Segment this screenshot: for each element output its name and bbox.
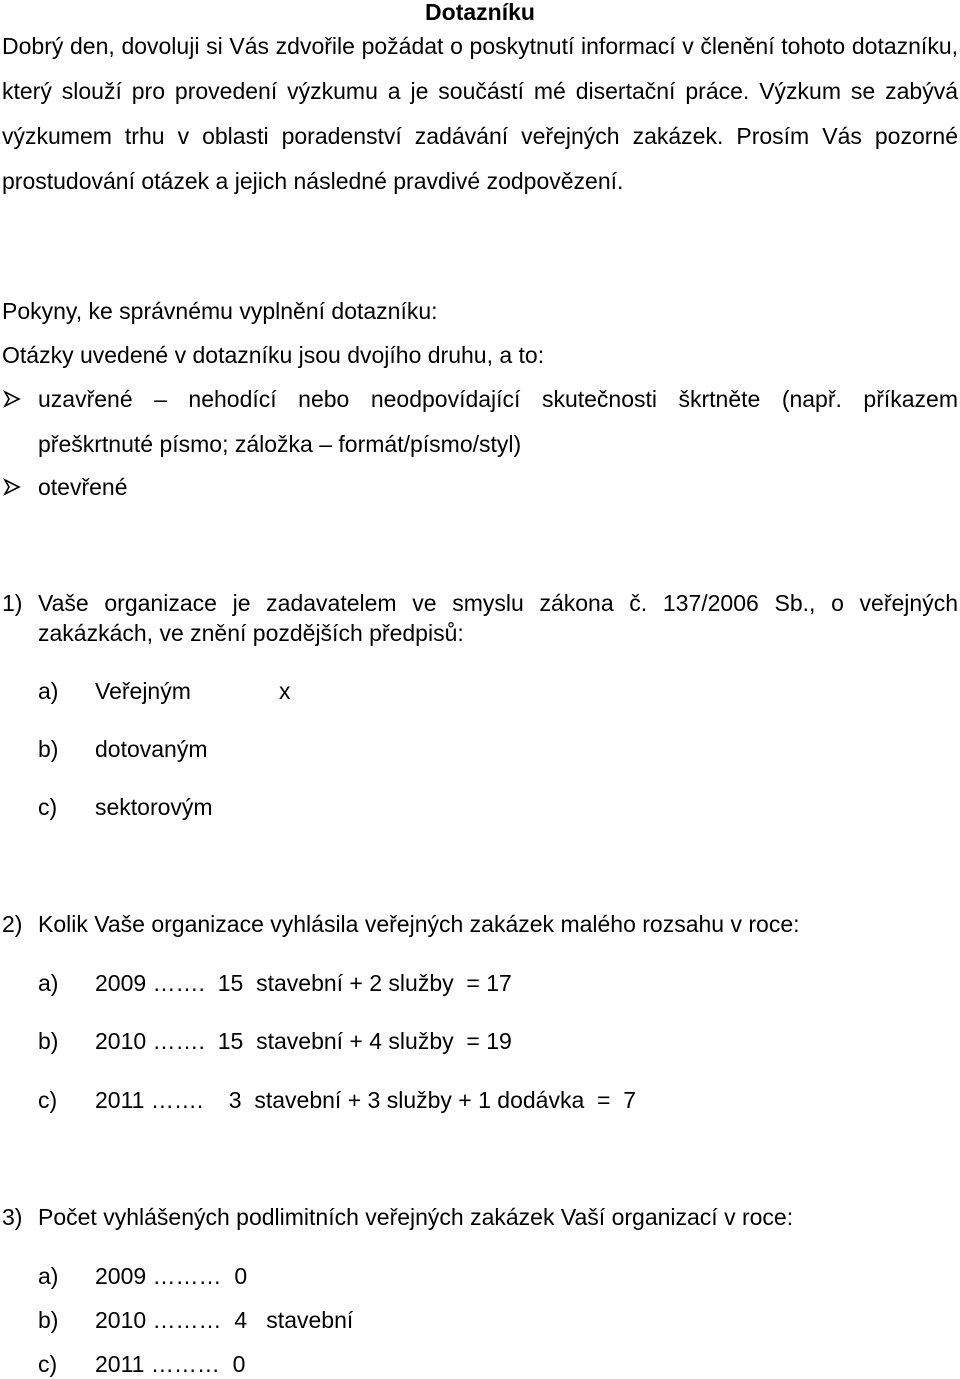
option-letter: b) [38,1028,59,1054]
option-letter: c) [38,794,58,820]
option-letter: c) [38,1351,58,1377]
option-text: 2010 ……. 15 stavební + 4 služby = 19 [95,1028,512,1054]
bullet-closed-line2: přeškrtnuté písmo; záložka – formát/písmo/styl) [38,431,522,457]
question-number: 2) [2,911,23,937]
intro-paragraph: Dobrý den, dovoluji si Vás zdvořile požádat o poskytnutí informací v členění tohoto dotazníku, který slouží pro provedení výzkumu a je součástí mé disertační práce. Výzkum se zabývá výzkumem trhu v oblasti poradenství zadávání veřejných zakázek. Prosím Vás pozorné prostudování otázek a jejich následné pravdivé zodpovězení. [2,33,958,194]
arrow-bullet-icon [3,473,21,501]
option-text: 2009 ……. 15 stavební + 2 služby = 17 [95,970,512,996]
option-text: sektorovým [95,794,213,820]
bullet-closed-line1: uzavřené – nehodící nebo neodpovídající skutečnosti škrtněte (např. příkazem [38,386,958,412]
option-letter: b) [38,736,59,762]
question-number: 3) [2,1204,23,1230]
option-text: 2010 ……… 4 stavební [95,1307,354,1333]
option-letter: a) [38,1263,59,1289]
option-text: 2011 ……… 0 [95,1351,246,1377]
question-text-line1: Kolik Vaše organizace vyhlásila veřejných zakázek malého rozsahu v roce: [38,911,800,937]
arrow-bullet-icon [3,385,21,413]
instructions-heading: Pokyny, ke správnému vyplnění dotazníku: [2,298,438,324]
option-check-mark: x [279,678,291,704]
option-text: Veřejným [95,678,191,704]
question-text-line2: zakázkách, ve znění pozdějších předpisů: [38,620,464,646]
bullet-open-line: otevřené [38,474,128,500]
option-letter: a) [38,678,59,704]
option-letter: c) [38,1087,58,1113]
option-text: 2009 ……… 0 [95,1263,248,1289]
question-text-line1: Vaše organizace je zadavatelem ve smyslu zákona č. 137/2006 Sb., o veřejných [38,590,958,616]
document-title: Dotazníku [425,0,535,25]
question-number: 1) [2,590,23,616]
option-letter: a) [38,970,59,996]
option-text: dotovaným [95,736,208,762]
question-text-line1: Počet vyhlášených podlimitních veřejných zakázek Vaší organizací v roce: [38,1204,794,1230]
option-text: 2011 ……. 3 stavební + 3 služby + 1 dodávka = 7 [95,1087,637,1113]
instructions-subheading: Otázky uvedené v dotazníku jsou dvojího druhu, a to: [2,342,545,368]
option-letter: b) [38,1307,59,1333]
